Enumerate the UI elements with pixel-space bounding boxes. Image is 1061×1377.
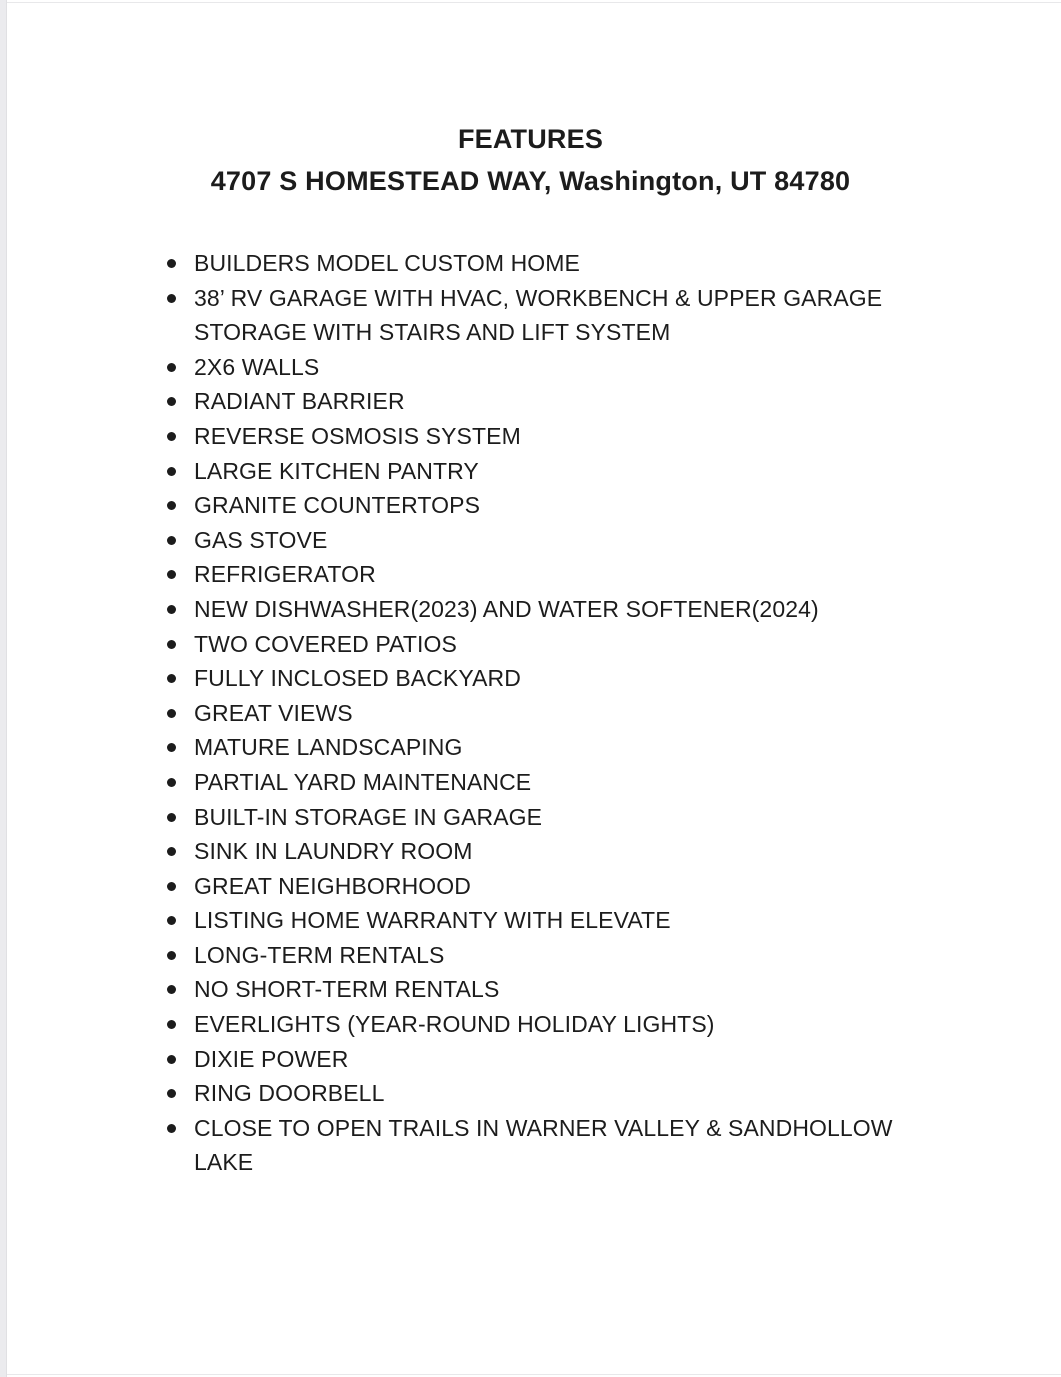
feature-text: 38’ RV GARAGE WITH HVAC, WORKBENCH & UPPER GARAGE STORAGE WITH STAIRS AND LIFT SYSTEM [194, 284, 883, 346]
feature-text: BUILT-IN STORAGE IN GARAGE [194, 803, 543, 830]
feature-item [166, 869, 924, 904]
page-edge-bottom [7, 1374, 1061, 1375]
bullet-icon [167, 743, 176, 752]
bullet-icon [167, 605, 176, 614]
feature-text: REFRIGERATOR [194, 561, 376, 588]
bullet-icon [167, 813, 176, 822]
page-title: FEATURES [457, 124, 604, 154]
property-address: 4707 S HOMESTEAD WAY, Washington, UT 84780 [210, 166, 851, 196]
bullet-icon [167, 259, 176, 268]
bullet-icon [167, 674, 176, 683]
feature-item [166, 903, 924, 938]
bullet-icon [167, 432, 176, 441]
feature-item [166, 938, 924, 973]
bullet-icon [167, 536, 176, 545]
bullet-icon [167, 363, 176, 372]
bullet-icon [167, 951, 176, 960]
page-edge-left [0, 0, 7, 1377]
feature-item [166, 696, 924, 731]
feature-item [166, 592, 924, 627]
bullet-icon [167, 467, 176, 476]
feature-item [166, 523, 924, 558]
bullet-icon [167, 640, 176, 649]
feature-item [166, 454, 924, 489]
feature-item [166, 972, 924, 1007]
feature-item [166, 730, 924, 765]
bullet-icon [167, 882, 176, 891]
feature-text: LISTING HOME WARRANTY WITH ELEVATE [194, 907, 671, 934]
feature-item [166, 1042, 924, 1077]
feature-text: GREAT NEIGHBORHOOD [194, 872, 471, 899]
bullet-icon [167, 847, 176, 856]
feature-item [166, 557, 924, 592]
feature-text: GREAT VIEWS [194, 699, 353, 726]
feature-item [166, 384, 924, 419]
feature-item [166, 1007, 924, 1042]
feature-text: PARTIAL YARD MAINTENANCE [194, 768, 532, 795]
feature-text: NO SHORT-TERM RENTALS [194, 976, 500, 1003]
feature-text: RING DOORBELL [194, 1080, 385, 1107]
feature-item [166, 627, 924, 662]
bullet-icon [167, 501, 176, 510]
bullet-icon [167, 1020, 176, 1029]
bullet-icon [167, 570, 176, 579]
bullet-icon [167, 916, 176, 925]
bullet-icon [167, 397, 176, 406]
feature-item [166, 246, 924, 281]
feature-text: FULLY INCLOSED BACKYARD [194, 665, 521, 692]
bullet-icon [167, 1055, 176, 1064]
feature-item [166, 800, 924, 835]
feature-item [166, 1076, 924, 1111]
bullet-icon [167, 709, 176, 718]
feature-text: REVERSE OSMOSIS SYSTEM [194, 422, 521, 449]
feature-text: DIXIE POWER [194, 1045, 349, 1072]
bullet-icon [167, 985, 176, 994]
feature-item [166, 419, 924, 454]
feature-text: LARGE KITCHEN PANTRY [194, 457, 479, 484]
page-edge-top [7, 2, 1061, 3]
feature-text: TWO COVERED PATIOS [194, 630, 457, 657]
feature-text: 2X6 WALLS [194, 353, 320, 380]
feature-text: GRANITE COUNTERTOPS [194, 492, 481, 519]
bullet-icon [167, 778, 176, 787]
feature-item [166, 834, 924, 869]
feature-item [166, 350, 924, 385]
bullet-icon [167, 1089, 176, 1098]
feature-item [166, 765, 924, 800]
bullet-icon [167, 1124, 176, 1133]
feature-item [166, 281, 924, 350]
feature-text: LONG-TERM RENTALS [194, 941, 445, 968]
bullet-icon [167, 294, 176, 303]
feature-item [166, 1111, 924, 1180]
feature-text: MATURE LANDSCAPING [194, 734, 463, 761]
feature-item [166, 488, 924, 523]
feature-text: EVERLIGHTS (YEAR-ROUND HOLIDAY LIGHTS) [194, 1011, 715, 1038]
feature-text: BUILDERS MODEL CUSTOM HOME [194, 250, 580, 276]
feature-text: GAS STOVE [194, 526, 328, 553]
feature-text: SINK IN LAUNDRY ROOM [194, 838, 473, 865]
features-list [166, 246, 924, 1180]
feature-text: CLOSE TO OPEN TRAILS IN WARNER VALLEY & SANDHOLLOW LAKE [194, 1114, 893, 1176]
feature-text: NEW DISHWASHER(2023) AND WATER SOFTENER(2024) [194, 595, 819, 622]
document-header [0, 0, 1061, 202]
feature-text: RADIANT BARRIER [194, 388, 405, 415]
feature-item [166, 661, 924, 696]
